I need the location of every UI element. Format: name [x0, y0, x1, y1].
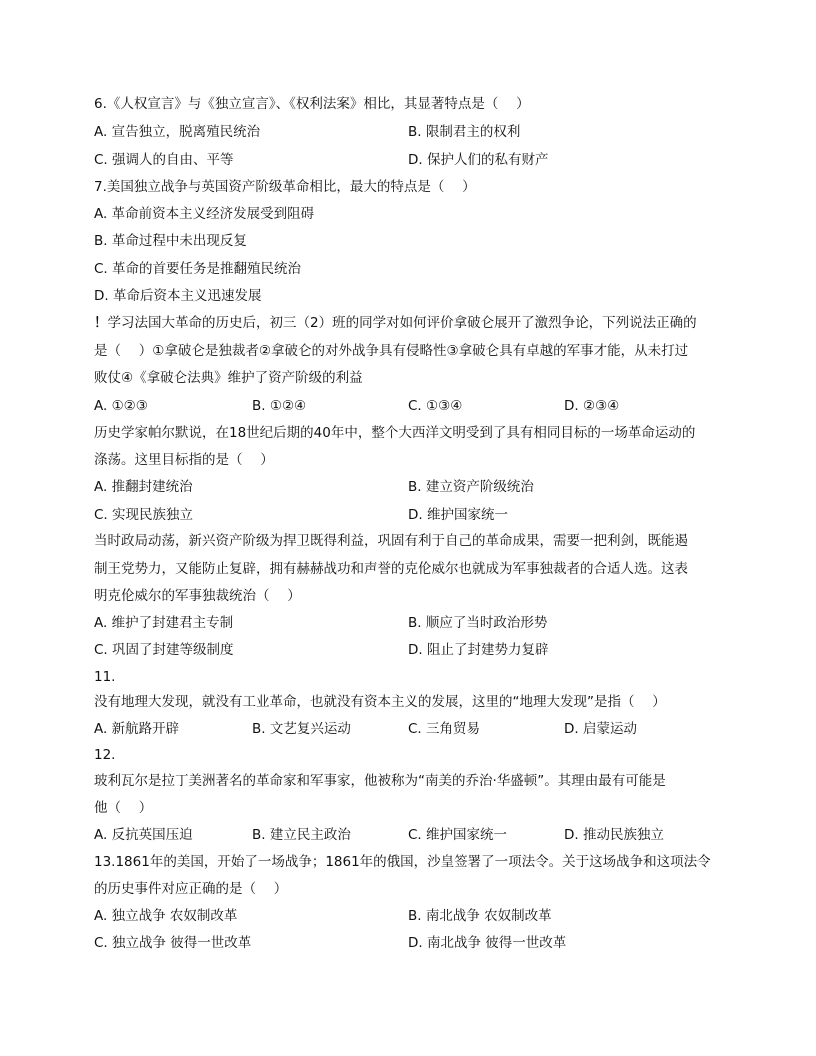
- q8-option-b: B. ①②④: [252, 398, 307, 414]
- q12-option-a: A. 反抗英国压迫: [94, 827, 193, 843]
- q12-option-c: C. 维护国家统一: [408, 827, 508, 843]
- q10-option-c: C. 巩固了封建等级制度: [94, 642, 234, 658]
- q8-stem-line-1: ！学习法国大革命的历史后，初三（2）班的同学对如何评价拿破仑展开了激烈争论，下列说法正确的: [94, 315, 697, 331]
- q8-stem-line-2: 是（ ）①拿破仑是独裁者②拿破仑的对外战争具有侵略性③拿破仑具有卓越的军事才能，从未打过: [94, 343, 689, 359]
- q6-option-b: B. 限制君主的权利: [408, 124, 521, 140]
- q10-option-a: A. 维护了封建君主专制: [94, 615, 234, 631]
- q7-option-c: C. 革命的首要任务是推翻殖民统治: [94, 261, 302, 277]
- q6-option-c: C. 强调人的自由、平等: [94, 152, 234, 168]
- exclamation-marker: ！: [94, 315, 108, 331]
- q12-stem-line-1: 玻利瓦尔是拉丁美洲著名的革命家和军事家，他被称为“南美的乔治·华盛顿”。其理由最有可能是: [94, 773, 666, 789]
- q12-option-d: D. 推动民族独立: [564, 827, 664, 843]
- q10-stem-line-2: 制王党势力，又能防止复辟，拥有赫赫战功和声誉的克伦威尔也就成为军事独裁者的合适人选。这表: [94, 561, 688, 577]
- q13-option-a: A. 独立战争 农奴制改革: [94, 908, 238, 924]
- q7-option-d: D. 革命后资本主义迅速发展: [94, 288, 262, 304]
- q8-option-a: A. ①②③: [94, 398, 148, 414]
- q10-option-d: D. 阻止了封建势力复辟: [408, 642, 549, 658]
- q7-option-b: B. 革命过程中未出现反复: [94, 233, 247, 249]
- q13-option-d: D. 南北战争 彼得一世改革: [408, 935, 567, 951]
- q11-number: 11.: [94, 669, 116, 685]
- q13-option-c: C. 独立战争 彼得一世改革: [94, 935, 252, 951]
- q6-stem: 6.《人权宣言》与《独立宣言》、《权利法案》相比，其显著特点是（ ）: [94, 96, 530, 112]
- q9-option-d: D. 维护国家统一: [408, 507, 508, 523]
- q11-option-b: B. 文艺复兴运动: [252, 721, 351, 737]
- q9-option-b: B. 建立资产阶级统治: [408, 479, 534, 495]
- q12-option-b: B. 建立民主政治: [252, 827, 351, 843]
- q11-option-d: D. 启蒙运动: [564, 721, 637, 737]
- q10-stem-line-3: 明克伦威尔的军事独裁统治（ ）: [94, 588, 301, 604]
- q13-stem-line-2: 的历史事件对应正确的是（ ）: [94, 881, 288, 897]
- q8-option-d: D. ②③④: [564, 398, 620, 414]
- q7-option-a: A. 革命前资本主义经济发展受到阻碍: [94, 206, 315, 222]
- q11-stem: 没有地理大发现，就没有工业革命，也就没有资本主义的发展，这里的“地理大发现”是指（ ）: [94, 694, 666, 710]
- q7-stem: 7.美国独立战争与英国资产阶级革命相比，最大的特点是（ ）: [94, 179, 476, 195]
- q11-option-a: A. 新航路开辟: [94, 721, 180, 737]
- q12-stem-line-2: 他（ ）: [94, 800, 153, 816]
- q9-stem-line-2: 涤荡。这里目标指的是（ ）: [94, 452, 274, 468]
- q13-option-b: B. 南北战争 农奴制改革: [408, 908, 552, 924]
- q11-option-c: C. 三角贸易: [408, 721, 481, 737]
- q13-stem-line-1: 13.1861年的美国，开始了一场战争；1861年的俄国，沙皇签署了一项法令。关于这场战争和这项法令: [94, 854, 711, 870]
- q9-option-c: C. 实现民族独立: [94, 507, 194, 523]
- q6-option-a: A. 宣告独立，脱离殖民统治: [94, 124, 261, 140]
- q9-option-a: A. 推翻封建统治: [94, 479, 193, 495]
- q8-stem-line-3: 败仗④《拿破仑法典》维护了资产阶级的利益: [94, 370, 363, 386]
- q10-stem-line-1: 当时政局动荡，新兴资产阶级为捍卫既得利益，巩固有利于自己的革命成果，需要一把利剑，既能遏: [94, 533, 688, 549]
- q12-number: 12.: [94, 747, 116, 763]
- q10-option-b: B. 顺应了当时政治形势: [408, 615, 548, 631]
- q6-option-d: D. 保护人们的私有财产: [408, 152, 549, 168]
- q9-stem-line-1: 历史学家帕尔默说，在18世纪后期的40年中，整个大西洋文明受到了具有相同目标的一场革命运动的: [94, 425, 696, 441]
- q8-option-c: C. ①③④: [408, 398, 463, 414]
